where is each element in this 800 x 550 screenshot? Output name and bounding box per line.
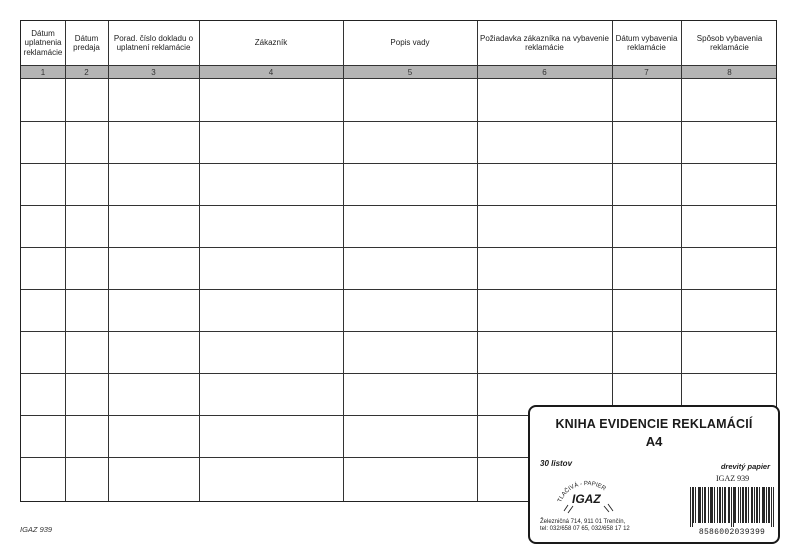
barcode-bar: [699, 487, 700, 523]
table-row-line: [21, 289, 776, 290]
col-number-8: 8: [727, 67, 732, 77]
barcode-bar: [769, 487, 770, 523]
barcode-bar: [695, 487, 696, 523]
barcode-bar: [752, 487, 753, 523]
barcode-bar: [692, 487, 693, 527]
barcode-bar: [757, 487, 758, 523]
barcode-bar: [705, 487, 706, 523]
barcode-bar: [725, 487, 726, 523]
col-number-4: 4: [268, 67, 274, 77]
col-number-3: 3: [151, 67, 156, 77]
barcode-bar: [740, 487, 741, 523]
barcode-bar: [714, 487, 715, 523]
column-divider: [343, 21, 344, 501]
barcode-bar: [759, 487, 760, 523]
col-header-7: Dátum vybavenia reklamácie: [615, 33, 678, 52]
igaz-logo: [552, 475, 622, 519]
barcode-bar: [754, 487, 755, 523]
barcode-bar: [728, 487, 729, 523]
col-number-5: 5: [407, 67, 413, 77]
logo-arc-text: TLAČIVÁ - PAPIER: [557, 480, 607, 504]
col-header-1: Dátum uplatnenia reklamácie: [23, 28, 63, 57]
barcode-bar: [693, 487, 694, 523]
logo-word: IGAZ: [572, 492, 601, 506]
col-number-2: 2: [84, 67, 89, 77]
col-number-6: 6: [542, 67, 547, 77]
barcode-bar: [722, 487, 723, 523]
barcode-bar: [748, 487, 749, 523]
barcode-bar: [771, 487, 772, 527]
column-divider: [477, 21, 478, 501]
form-code: IGAZ 939: [20, 525, 53, 534]
col-header-5: Popis vady: [390, 38, 430, 48]
barcode-bar: [698, 487, 699, 523]
barcode-bar: [710, 487, 711, 523]
barcode-digits: 8586002039399: [698, 528, 766, 537]
col-number-7: 7: [644, 67, 649, 77]
paper-type: drevitý papier: [720, 462, 770, 471]
barcode-bar: [746, 487, 747, 523]
barcode-bar: [720, 487, 721, 523]
column-divider: [199, 21, 200, 501]
table-row-line: [21, 163, 776, 164]
sheet-count: 30 listov: [540, 459, 573, 468]
table-row-line: [21, 205, 776, 206]
barcode-bar: [773, 487, 774, 527]
barcode-bar: [734, 487, 735, 523]
barcode-bar: [735, 487, 736, 523]
cover-format: A4: [645, 434, 663, 449]
barcode-bar: [738, 487, 739, 523]
barcode-bar: [719, 487, 720, 523]
barcode-bar: [763, 487, 764, 523]
barcode-bar: [731, 487, 732, 527]
col-header-6: Požiadavka zákazníka na vybavenie reklamácie: [480, 33, 609, 52]
address-line-1: Železničná 714, 911 01 Trenčín,: [540, 519, 626, 525]
table-row-line: [21, 331, 776, 332]
table-row-line: [21, 247, 776, 248]
table-row-line: [21, 373, 776, 374]
cover-title: KNIHA EVIDENCIE REKLAMÁCIÍ: [555, 417, 753, 431]
barcode-bar: [700, 487, 701, 523]
barcode-bar: [751, 487, 752, 523]
barcode-bar: [742, 487, 743, 523]
barcode-bar: [766, 487, 767, 523]
publisher-address: [540, 519, 630, 533]
barcode-bar: [768, 487, 769, 523]
barcode-bar: [704, 487, 705, 523]
barcode-bar: [745, 487, 746, 523]
col-header-4: Zákazník: [254, 38, 288, 48]
barcode-bar: [708, 487, 709, 523]
barcode-bar: [729, 487, 730, 523]
col-header-8: Spôsob vybavenia reklamácie: [696, 33, 763, 52]
col-number-1: 1: [40, 67, 46, 77]
address-line-2: tel: 032/658 07 65, 032/658 17 12: [540, 526, 630, 532]
barcode-bar: [717, 487, 718, 523]
barcode-bar: [743, 487, 744, 523]
barcode-bar: [712, 487, 713, 523]
barcode-bar: [764, 487, 765, 523]
barcode-bar: [733, 487, 734, 527]
product-code: IGAZ 939: [716, 474, 750, 483]
barcode-bar: [724, 487, 725, 523]
table-row-line: [21, 121, 776, 122]
col-header-2: Dátum predaja: [73, 33, 100, 52]
column-divider: [108, 21, 109, 501]
barcode-bar: [690, 487, 691, 527]
barcode-bar: [756, 487, 757, 523]
barcode-bar: [702, 487, 703, 523]
column-divider: [65, 21, 66, 501]
barcode-bar: [762, 487, 763, 523]
barcode-bar: [711, 487, 712, 523]
barcode-icon: [690, 487, 774, 527]
col-header-3: Porad. číslo dokladu o uplatnení reklamácie: [113, 33, 194, 52]
cover-label: [528, 405, 780, 544]
